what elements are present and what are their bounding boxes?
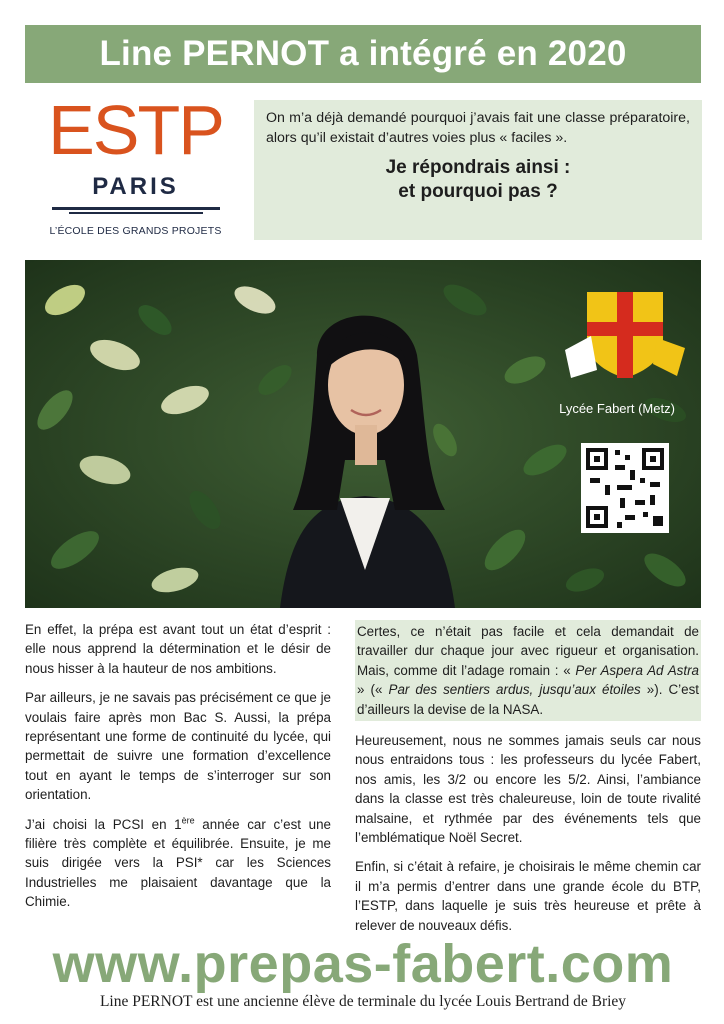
logo-rule	[52, 207, 220, 218]
right-p1-mid: » («	[357, 682, 389, 698]
page-title: Line PERNOT a intégré en 2020	[99, 34, 627, 73]
right-column	[355, 620, 701, 945]
logo-city: PARIS	[92, 173, 179, 200]
left-p3-end: année car c’est une filière très complète et équilibrée. Ensuite, je me suis dirigée vers la PSI* car les Sciences Industrielles me plaisaient davantage que la Chimie.	[25, 816, 331, 910]
right-paragraph-3: Enfin, si c’était à refaire, je choisirais le même chemin car il m’a permis d’entrer dans une grande école du BTP, l’ESTP, dans laquelle je suis très heureuse et prête à relever de nouveaux défis.	[355, 859, 701, 933]
motto-translation: Par des sentiers ardus, jusqu’aux étoiles	[388, 682, 641, 698]
quote-answer	[266, 156, 690, 204]
right-p1-start: Certes, ce n’était pas facile et cela demandait de travailler dur chaque jour avec rigueur et organisation. Mais, comme dit l’adage romain : «	[357, 624, 699, 678]
logo-tagline: L’ÉCOLE DES GRANDS PROJETS	[49, 225, 222, 237]
page-title-banner	[25, 25, 701, 83]
latin-motto: Per Aspera Ad Astra	[575, 662, 699, 678]
quote-answer-line2: et pourquoi pas ?	[398, 181, 558, 202]
left-paragraph-1: En effet, la prépa est avant tout un état d’esprit : elle nous apprend la détermination et le désir de nous hisser à la hauteur de nos ambitions.	[25, 622, 331, 676]
website-url[interactable]: www.prepas-fabert.com	[52, 934, 674, 994]
quote-box	[254, 100, 702, 240]
quote-answer-line1: Je répondrais ainsi :	[385, 157, 571, 178]
estp-logo	[48, 91, 223, 245]
left-p3-sup: ère	[181, 815, 195, 826]
left-p3-start: J’ai choisi la PCSI en 1	[25, 816, 182, 832]
right-paragraph-2: Heureusement, nous ne sommes jamais seuls car nous nous entraidons tous : les professeurs du lycée Fabert, nos amis, les 3/2 ou encore les 5/2. Ainsi, l’ambiance dans la classe est très chaleureuse, loin de toute rivalité malsaine, et rythmée par des événements tels que l’emblématique Noël Secret.	[355, 733, 701, 846]
left-column	[25, 620, 331, 922]
quote-text: On m’a déjà demandé pourquoi j’avais fait une classe préparatoire, alors qu’il existait d’autres voies plus « faciles ».	[266, 110, 690, 146]
logo-wordmark: ESTP	[48, 91, 223, 169]
right-p1-end: »). C’est d’ailleurs la devise de la NASA.	[357, 682, 700, 717]
footnote: Line PERNOT est une ancienne élève de terminale du lycée Louis Bertrand de Briey	[99, 993, 627, 1010]
school-label: Lycée Fabert (Metz)	[559, 401, 675, 416]
left-paragraph-2: Par ailleurs, je ne savais pas précisément ce que je voulais faire après mon Bac S. Aussi, la prépa représentant une forme de continuité du lycée, qui permettait de suivre une formation d’excellence tout en ayant le temps de s’interroger sur son orientation.	[25, 690, 331, 803]
left-paragraph-3	[25, 815, 331, 912]
right-paragraph-1	[355, 620, 701, 721]
qr-code-icon	[581, 443, 669, 533]
student-photo	[25, 260, 701, 608]
